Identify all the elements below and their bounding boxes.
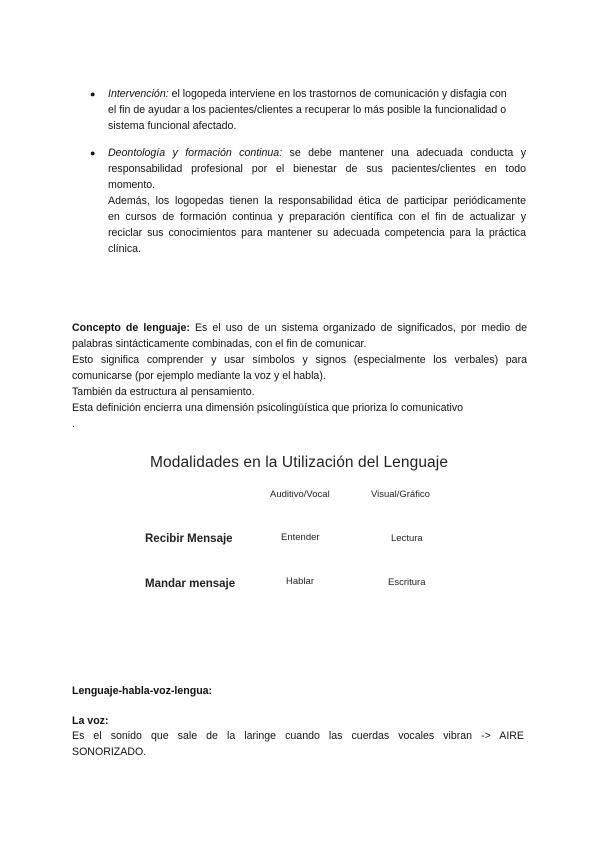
concept-text: Es el uso de un sistema organizado de significados, por medio de xyxy=(189,322,527,334)
bullet-text: sistema funcional afectado. xyxy=(108,120,237,132)
bullet-deontologia xyxy=(108,145,526,257)
figure-cell: Hablar xyxy=(286,576,314,587)
figure-cell: Escritura xyxy=(388,577,426,588)
bullet-text: el logopeda interviene en los trastornos de comunicación y disfagia con xyxy=(168,88,507,100)
bullet-intervencion xyxy=(108,86,526,134)
figure-row-label: Recibir Mensaje xyxy=(145,533,233,545)
figure-cell: Entender xyxy=(281,532,320,543)
figure-col-auditivo: Auditivo/Vocal xyxy=(270,489,330,500)
bullet-text: el fin de ayudar a los pacientes/clientes a recuperar lo más posible la funcionalidad o xyxy=(108,104,507,116)
figure-row-label: Mandar mensaje xyxy=(145,578,236,590)
section-subheading: La voz: xyxy=(72,715,109,727)
bullet-text: clínica. xyxy=(108,243,141,255)
voz-text: SONORIZADO. xyxy=(72,746,147,758)
concept-text: Esta definición encierra una dimensión psicolingüística que prioriza lo comunicativo xyxy=(72,402,464,414)
bullet-term: Deontología y formación continua: xyxy=(108,147,283,159)
figure-cell: Lectura xyxy=(391,533,423,544)
figure-col-visual: Visual/Gráfico xyxy=(371,489,430,500)
concept-label: Concepto de lenguaje: xyxy=(72,322,190,334)
voz-text: Es el sonido que sale de la laringe cuando las cuerdas vocales vibran -> AIRE xyxy=(72,730,524,742)
bullet-text: momento. xyxy=(108,179,156,191)
concept-text: . xyxy=(72,418,75,430)
bullet-marker: ● xyxy=(90,89,96,99)
figure-title: Modalidades en la Utilización del Lenguaje xyxy=(150,454,449,471)
concept-text: comunicarse (por ejemplo mediante la voz y el habla). xyxy=(72,370,326,382)
voz-paragraph xyxy=(72,728,524,760)
bullet-term: Intervención: xyxy=(108,88,169,100)
concept-paragraph xyxy=(72,320,527,432)
concept-text: palabras sintácticamente combinadas, con el fin de comunicar. xyxy=(72,338,367,350)
concept-text: Esto significa comprender y usar símbolos y signos (especialmente los verbales) para xyxy=(72,354,527,366)
concept-text: También da estructura al pensamiento. xyxy=(72,386,255,398)
bullet-text: en cursos de formación continua y preparación científica con el fin de actualizar y xyxy=(108,211,526,223)
section-heading: Lenguaje-habla-voz-lengua: xyxy=(72,685,213,697)
bullet-text: se debe mantener una adecuada conducta y xyxy=(282,147,526,159)
bullet-text: responsabilidad profesional por el bienestar de sus pacientes/clientes en todo xyxy=(108,163,526,175)
bullet-text: reciclar sus conocimientos para mantener su adecuada competencia para la práctica xyxy=(108,227,526,239)
bullet-text: Además, los logopedas tienen la responsabilidad ética de participar periódicamente xyxy=(108,195,526,207)
bullet-marker: ● xyxy=(90,148,96,158)
